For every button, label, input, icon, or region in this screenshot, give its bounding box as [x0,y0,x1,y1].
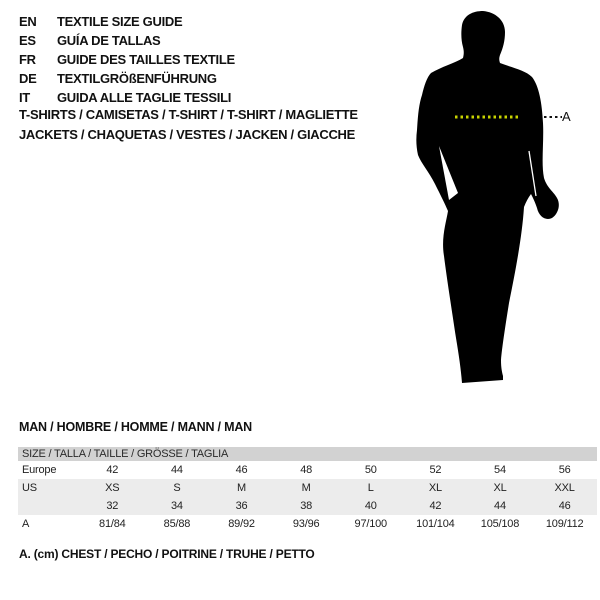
row-label: A [18,515,80,533]
cell: L [338,479,403,497]
language-label: GUIDA ALLE TAGLIE TESSILI [57,90,232,105]
cell: 48 [274,461,339,479]
cell: 38 [274,497,339,515]
man-silhouette-shape [416,11,558,383]
size-table-header: SIZE / TALLA / TAILLE / GRÖSSE / TAGLIA [18,447,597,461]
language-row [19,31,235,50]
cell: M [209,479,274,497]
language-list [19,12,235,107]
cell: 101/104 [403,515,468,533]
cell: 46 [209,461,274,479]
cell: 40 [338,497,403,515]
language-row [19,69,235,88]
language-code: DE [19,71,37,86]
cell: 44 [468,497,533,515]
language-row [19,50,235,69]
row-label: Europe [18,461,80,479]
language-code: FR [19,52,36,67]
cell: 52 [403,461,468,479]
cell: 81/84 [80,515,145,533]
row-label: US [18,479,80,497]
cell: 36 [209,497,274,515]
cell: 89/92 [209,515,274,533]
cell: 50 [338,461,403,479]
man-silhouette-figure [405,8,580,398]
size-table [18,447,597,533]
language-label: TEXTILGRÖßENFÜHRUNG [57,71,217,86]
cell: 85/88 [145,515,210,533]
cell: 54 [468,461,533,479]
language-label: TEXTILE SIZE GUIDE [57,14,183,29]
measurement-footnote: A. (cm) CHEST / PECHO / POITRINE / TRUHE / PETTO [19,547,315,561]
language-code: EN [19,14,37,29]
section-title-man: MAN / HOMBRE / HOMME / MANN / MAN [19,420,252,434]
cell: M [274,479,339,497]
language-row [19,12,235,31]
cell: 44 [145,461,210,479]
language-code: ES [19,33,36,48]
cell: 105/108 [468,515,533,533]
measure-label-a: A [562,109,571,124]
cell: XL [468,479,533,497]
language-label: GUIDE DES TAILLES TEXTILE [57,52,235,67]
category-tshirts: T-SHIRTS / CAMISETAS / T-SHIRT / T-SHIRT / MAGLIETTE [19,107,358,122]
language-row [19,88,235,107]
cell: 42 [403,497,468,515]
category-list [19,107,358,147]
cell: XXL [532,479,597,497]
cell: S [145,479,210,497]
cell: XS [80,479,145,497]
cell: 93/96 [274,515,339,533]
cell: 97/100 [338,515,403,533]
cell: XL [403,479,468,497]
cell: 34 [145,497,210,515]
row-label [18,497,80,515]
category-jackets: JACKETS / CHAQUETAS / VESTES / JACKEN / GIACCHE [19,127,355,142]
cell: 42 [80,461,145,479]
cell: 109/112 [532,515,597,533]
cell: 46 [532,497,597,515]
language-label: GUÍA DE TALLAS [57,33,161,48]
table-row-us [18,479,597,497]
table-row-intl [18,497,597,515]
language-code: IT [19,90,30,105]
size-table-header-row [18,447,597,461]
cell: 32 [80,497,145,515]
table-row-europe [18,461,597,479]
table-row-chest-cm [18,515,597,533]
cell: 56 [532,461,597,479]
